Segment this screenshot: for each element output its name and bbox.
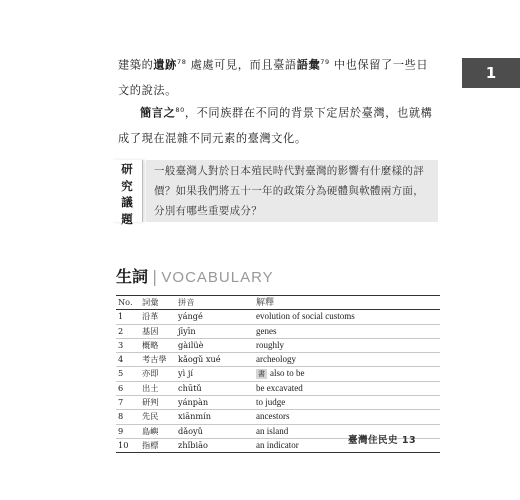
cell-definition <box>254 367 440 381</box>
cell-no: 9 <box>116 424 140 438</box>
table-row <box>116 381 440 395</box>
header-pinyin: 拼音 <box>176 296 254 310</box>
paragraph-1 <box>118 50 436 103</box>
table-row <box>116 310 440 324</box>
cell-no: 7 <box>116 396 140 410</box>
definition-text: ancestors <box>256 411 290 422</box>
register-tag: 書 <box>258 370 265 379</box>
cell-definition <box>254 338 440 352</box>
cell-pinyin: kǎogǔ xué <box>176 353 254 367</box>
cell-word: 基因 <box>140 324 176 338</box>
definition-text: also to be <box>270 368 305 379</box>
table-row <box>116 367 440 381</box>
cell-word: 島嶼 <box>140 424 176 438</box>
cell-pinyin: chūtǔ <box>176 381 254 395</box>
cell-word: 考古學 <box>140 353 176 367</box>
keyword-jianyanzhi: 簡言之 <box>140 105 176 120</box>
cell-pinyin: jīyīn <box>176 324 254 338</box>
research-topic-text: 一般臺灣人對於日本殖民時代對臺灣的影響有什麼樣的評價？如果我們將五十一年的政策分為硬體與軟體兩方面，分別有哪些重要成分？ <box>146 160 438 222</box>
definition-text: an indicator <box>256 439 299 450</box>
definition-text: evolution of social customs <box>256 311 355 322</box>
cell-pinyin: yángé <box>176 310 254 324</box>
vocabulary-heading <box>116 266 274 289</box>
footnote-ref: 79 <box>320 58 330 66</box>
keyword-yiji: 遺跡 <box>153 57 177 72</box>
table-row <box>116 396 440 410</box>
label-char: 題 <box>121 211 133 226</box>
table-header-row <box>116 296 440 310</box>
cell-definition <box>254 353 440 367</box>
cell-no: 6 <box>116 381 140 395</box>
paragraph-text: 中也保留了一些日文的說法。 <box>118 58 429 97</box>
cell-definition <box>254 324 440 338</box>
definition-text: roughly <box>256 339 284 350</box>
paragraph-text: 處處可見，而且臺語 <box>186 58 297 72</box>
cell-definition <box>254 410 440 424</box>
definition-text: an island <box>256 425 289 436</box>
paragraph-text: 建築的 <box>118 58 154 72</box>
table-row <box>116 324 440 338</box>
definition-text: archeology <box>256 354 296 365</box>
cell-definition <box>254 396 440 410</box>
table-row <box>116 410 440 424</box>
book-title: 臺灣住民史 <box>348 435 399 446</box>
table-row <box>116 338 440 352</box>
footnote-ref: 78 <box>176 58 187 66</box>
paragraph-text: ，不同族群在不同的背景下定居於臺灣，也就構成了現在混雜不同元素的臺灣文化。 <box>118 106 433 145</box>
cell-definition <box>254 310 440 324</box>
header-definition: 解釋 <box>254 296 440 310</box>
cell-pinyin: yì jí <box>176 367 254 381</box>
vocabulary-title-zh: 生詞 <box>116 267 149 286</box>
heading-divider: | <box>152 267 158 286</box>
header-no: No. <box>116 296 140 310</box>
vocabulary-table <box>116 295 440 453</box>
page-number: 13 <box>401 435 417 446</box>
keyword-yuhui: 語彙 <box>296 57 321 72</box>
cell-no: 5 <box>116 367 140 381</box>
page-footer <box>348 432 416 446</box>
research-topic-label <box>112 160 143 226</box>
cell-no: 8 <box>116 410 140 424</box>
cell-pinyin: yánpàn <box>176 396 254 410</box>
cell-no: 1 <box>116 310 140 324</box>
cell-pinyin: dǎoyǔ <box>176 424 254 438</box>
label-char: 研 <box>121 162 133 176</box>
cell-word: 概略 <box>140 338 176 352</box>
definition-text: genes <box>256 325 277 336</box>
label-char: 究 <box>121 178 133 193</box>
cell-no: 10 <box>116 438 140 452</box>
cell-word: 出土 <box>140 381 176 395</box>
definition-text: to judge <box>256 397 286 408</box>
cell-pinyin: zhǐbiāo <box>176 438 254 452</box>
definition-text: be excavated <box>256 382 303 393</box>
cell-word: 先民 <box>140 410 176 424</box>
paragraph-2 <box>118 98 436 151</box>
table-row <box>116 353 440 367</box>
research-topic-box <box>112 160 438 226</box>
vocabulary-title-en: VOCABULARY <box>161 269 274 286</box>
cell-pinyin: gàilüè <box>176 338 254 352</box>
label-char: 議 <box>121 195 133 209</box>
footnote-ref: 80 <box>175 106 185 114</box>
cell-word: 亦即 <box>140 367 176 381</box>
cell-word: 指標 <box>140 438 176 452</box>
cell-no: 3 <box>116 338 140 352</box>
cell-no: 2 <box>116 324 140 338</box>
cell-pinyin: xiānmín <box>176 410 254 424</box>
header-word: 詞彙 <box>140 296 176 310</box>
cell-definition <box>254 381 440 395</box>
cell-no: 4 <box>116 353 140 367</box>
cell-word: 沿革 <box>140 310 176 324</box>
cell-word: 研判 <box>140 396 176 410</box>
chapter-tab: 1 <box>462 58 520 88</box>
